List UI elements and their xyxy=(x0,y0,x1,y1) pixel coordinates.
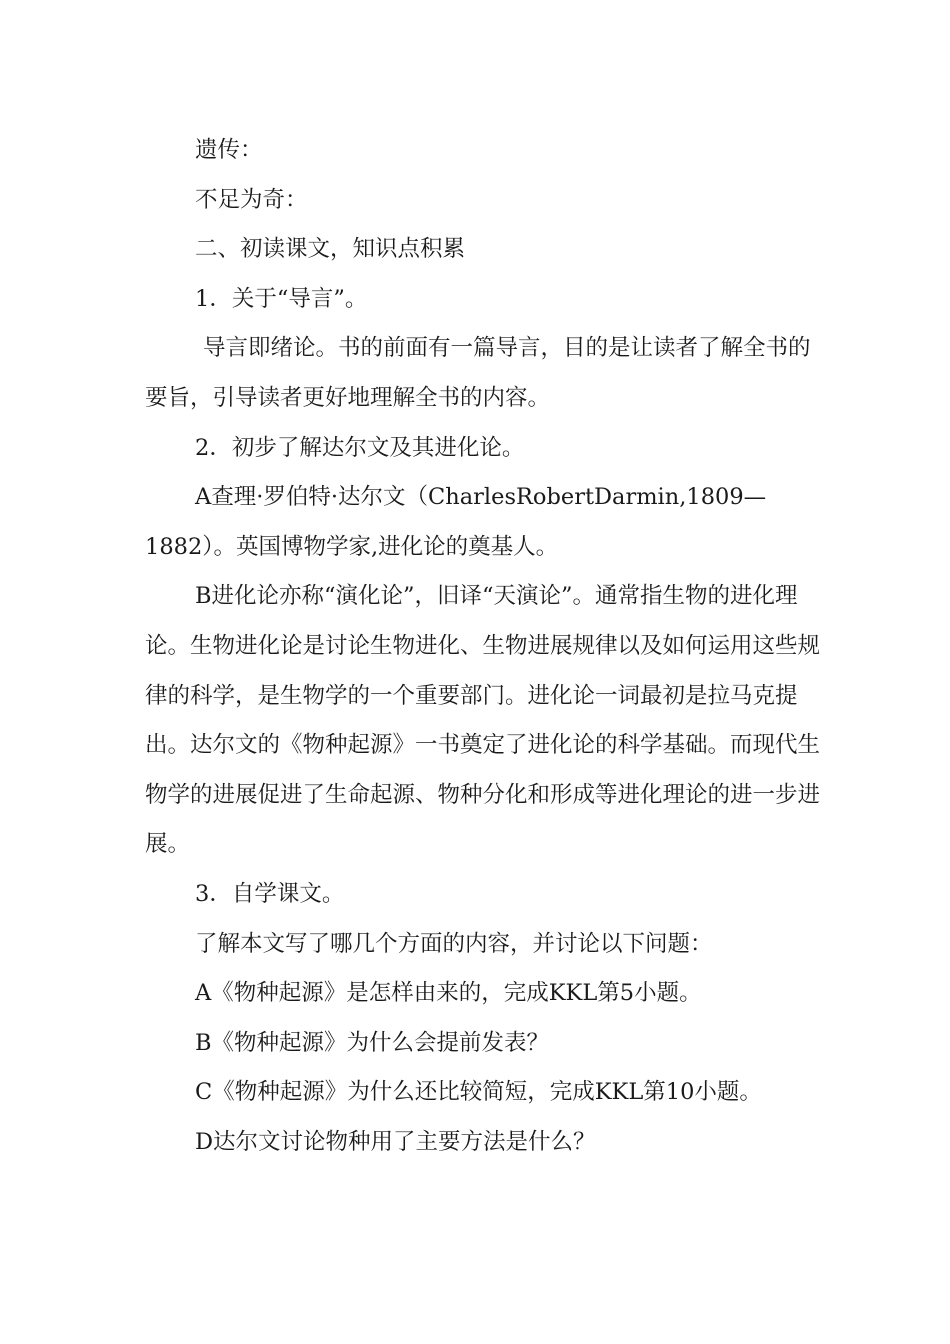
item-2-heading: 2．初步了解达尔文及其进化论。 xyxy=(195,434,525,461)
term-not-surprising: 不足为奇： xyxy=(195,186,308,213)
term-heredity: 遗传： xyxy=(195,137,263,163)
item-3-heading: 3．自学课文。 xyxy=(195,880,345,907)
study-instruction: 了解本文写了哪几个方面的内容，并讨论以下问题： xyxy=(195,930,713,957)
question-b: B《物种起源》为什么会提前发表？ xyxy=(195,1029,550,1056)
question-d: D达尔文讨论物种用了主要方法是什么？ xyxy=(195,1128,596,1155)
item-1-heading: 1．关于“导言”。 xyxy=(195,285,368,312)
darwin-bio: A查理·罗伯特·达尔文（CharlesRobertDarmin,1809—1882）。英国博物学家,进化论的奠基人。 xyxy=(145,484,767,560)
evolution-theory-paragraph: B进化论亦称“演化论”，旧译“天演论”。通常指生物的进化理论。生物进化论是讨论生物进化、生物进展规律以及如何运用这些规律的科学，是生物学的一个重要部门。进化论一词最初是拉马克提出。达尔文的《物种起源》一书奠定了进化论的科学基础。而现代生物学的进展促进了生命起源、物种分化和形成等进化理论的进一步进展。 xyxy=(145,583,821,858)
section-heading: 二、初读课文，知识点积累 xyxy=(195,236,466,263)
document-body xyxy=(145,126,825,1167)
introduction-definition: 导言即绪论。书的前面有一篇导言，目的是让读者了解全书的要旨，引导读者更好地理解全书的内容。 xyxy=(145,335,811,411)
question-c: C《物种起源》为什么还比较简短，完成KKL第10小题。 xyxy=(195,1079,762,1106)
question-a: A《物种起源》是怎样由来的，完成KKL第5小题。 xyxy=(195,980,702,1007)
